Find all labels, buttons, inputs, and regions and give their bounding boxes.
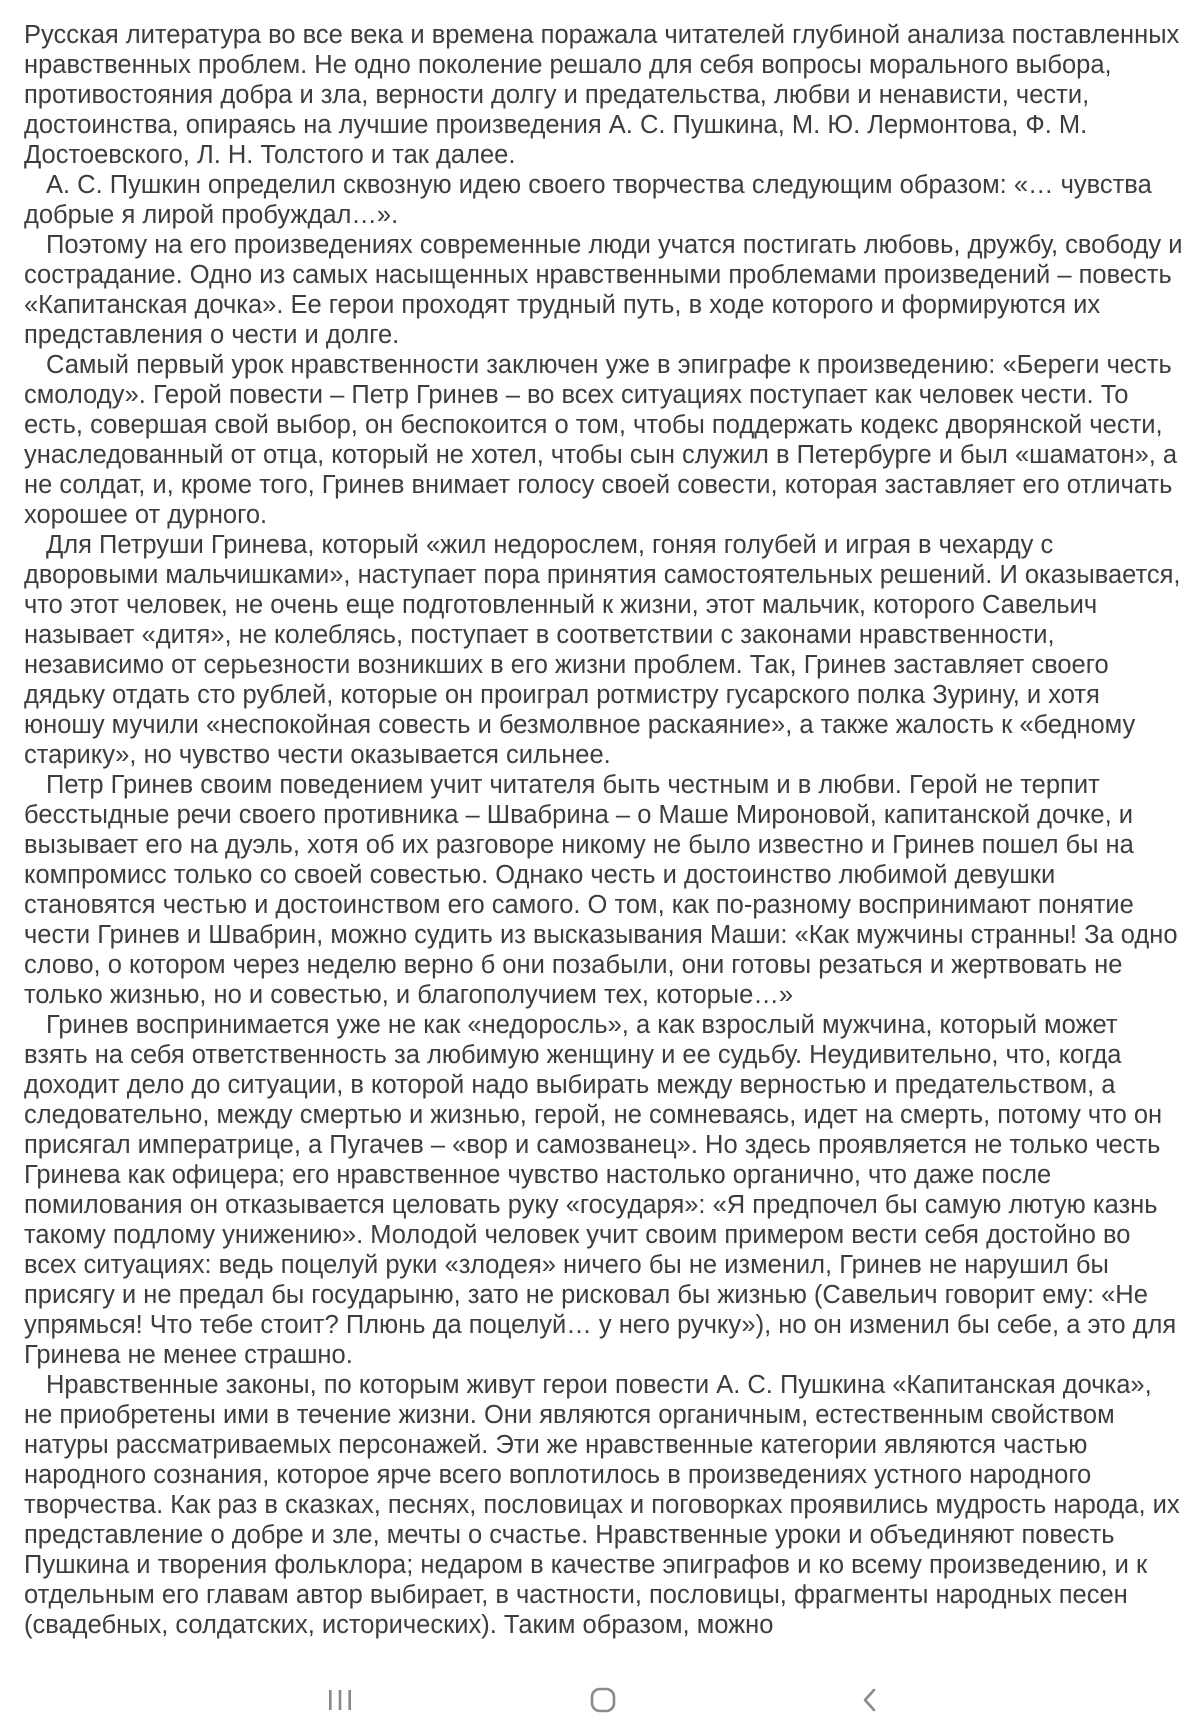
back-button[interactable] [840, 1678, 900, 1722]
back-icon [860, 1687, 880, 1713]
paragraph-6: Петр Гринев своим поведением учит читателя быть честным и в любви. Герой не терпит бесстыдные речи своего противника – Швабрина – о Маше Мироновой, капитанской дочке, и вызывает его на дуэль, хотя об их разговоре никому не было известно и Гринев пошел бы на компромисс только со своей совестью. Однако честь и достоинство любимой девушки становятся честью и достоинством его самого. О том, как по-разному воспринимают понятие чести Гринев и Швабрин, можно судить из высказывания Маши: «Как мужчины странны! За одно слово, о котором через неделю верно б они позабыли, они готовы резаться и жертвовать не только жизнью, но и совестью, и благополучием тех, которые…» [24, 771, 1178, 1009]
paragraph-1: Русская литература во все века и времена поражала читателей глубиной анализа поставленных нравственных проблем. Не одно поколение решало для себя вопросы морального выбора, противостояния добра и зла, верности долгу и предательства, любви и ненависти, чести, достоинства, опираясь на лучшие произведения А. С. Пушкина, М. Ю. Лермонтова, Ф. М. Достоевского, Л. Н. Толстого и так далее. [24, 21, 1180, 169]
paragraph-2: А. С. Пушкин определил сквозную идею своего творчества следующим образом: «… чувства добрые я лирой пробуждал…». [24, 171, 1152, 229]
home-icon [589, 1686, 617, 1714]
system-navigation-bar [0, 1672, 1194, 1728]
recent-apps-button[interactable] [310, 1678, 370, 1722]
recent-apps-icon [327, 1689, 353, 1711]
paragraph-3: Поэтому на его произведениях современные люди учатся постигать любовь, дружбу, свободу и сострадание. Одно из самых насыщенных нравственными проблемами произведений – повесть «Капитанская дочка». Ее герои проходят трудный путь, в ходе которого и формируются их представления о чести и долге. [24, 231, 1183, 349]
paragraph-8: Нравственные законы, по которым живут герои повести А. С. Пушкина «Капитанская дочка», не приобретены ими в течение жизни. Они являются органичным, естественным свойством натуры рассматриваемых персонажей. Эти же нравственные категории являются частью народного сознания, которое ярче всего воплотилось в произведениях устного народного творчества. Как раз в сказках, песнях, пословицах и поговорках проявились мудрость народа, их представление о добре и зле, мечты о счастье. Нравственные уроки и объединяют повесть Пушкина и творения фольклора; недаром в качестве эпиграфов и ко всему произведению, и к отдельным его главам автор выбирает, в частности, пословицы, фрагменты народных песен (свадебных, солдатских, исторических). Таким образом, можно [24, 1371, 1180, 1639]
paragraph-5: Для Петруши Гринева, который «жил недорослем, гоняя голубей и играя в чехарду с дворовыми мальчишками», наступает пора принятия самостоятельных решений. И оказывается, что этот человек, не очень еще подготовленный к жизни, этот мальчик, которого Савельич называет «дитя», не колеблясь, поступает в соответствии с законами нравственности, независимо от серьезности возникших в его жизни проблем. Так, Гринев заставляет своего дядьку отдать сто рублей, которые он проиграл ротмистру гусарского полка Зурину, и хотя юношу мучили «неспокойная совесть и безмолвное раскаяние», а также жалость к «бедному старику», но чувство чести оказывается сильнее. [24, 531, 1181, 769]
paragraph-7: Гринев воспринимается уже не как «недоросль», а как взрослый мужчина, который может взять на себя ответственность за любимую женщину и ее судьбу. Неудивительно, что, когда доходит дело до ситуации, в которой надо выбирать между верностью и предательством, а следовательно, между смертью и жизнью, герой, не сомневаясь, идет на смерть, потому что он присягал императрице, а Пугачев – «вор и самозванец». Но здесь проявляется не только честь Гринева как офицера; его нравственное чувство настолько органично, что даже после помилования он отказывается целовать руку «государя»: «Я предпочел бы самую лютую казнь такому подлому унижению». Молодой человек учит своим примером вести себя достойно во всех ситуациях: ведь поцелуй руки «злодея» ничего бы не изменил, Гринев не нарушил бы присягу и не предал бы государыню, зато не рисковал бы жизнью (Савельич говорит ему: «Не упрямься! Что тебе стоит? Плюнь да поцелуй… у него ручку»), но он изменил бы себе, а это для Гринева не менее страшно. [24, 1011, 1177, 1369]
paragraph-4: Самый первый урок нравственности заключен уже в эпиграфе к произведению: «Береги честь смолоду». Герой повести – Петр Гринев – во всех ситуациях поступает как человек чести. То есть, совершая свой выбор, он беспокоится о том, чтобы поддержать кодекс дворянской чести, унаследованный от отца, который не хотел, чтобы сын служил в Петербурге и был «шаматон», а не солдат, и, кроме того, Гринев внимает голосу своей совести, которая заставляет его отличать хорошее от дурного. [24, 351, 1178, 529]
article-text [24, 20, 1184, 1671]
home-button[interactable] [573, 1678, 633, 1722]
